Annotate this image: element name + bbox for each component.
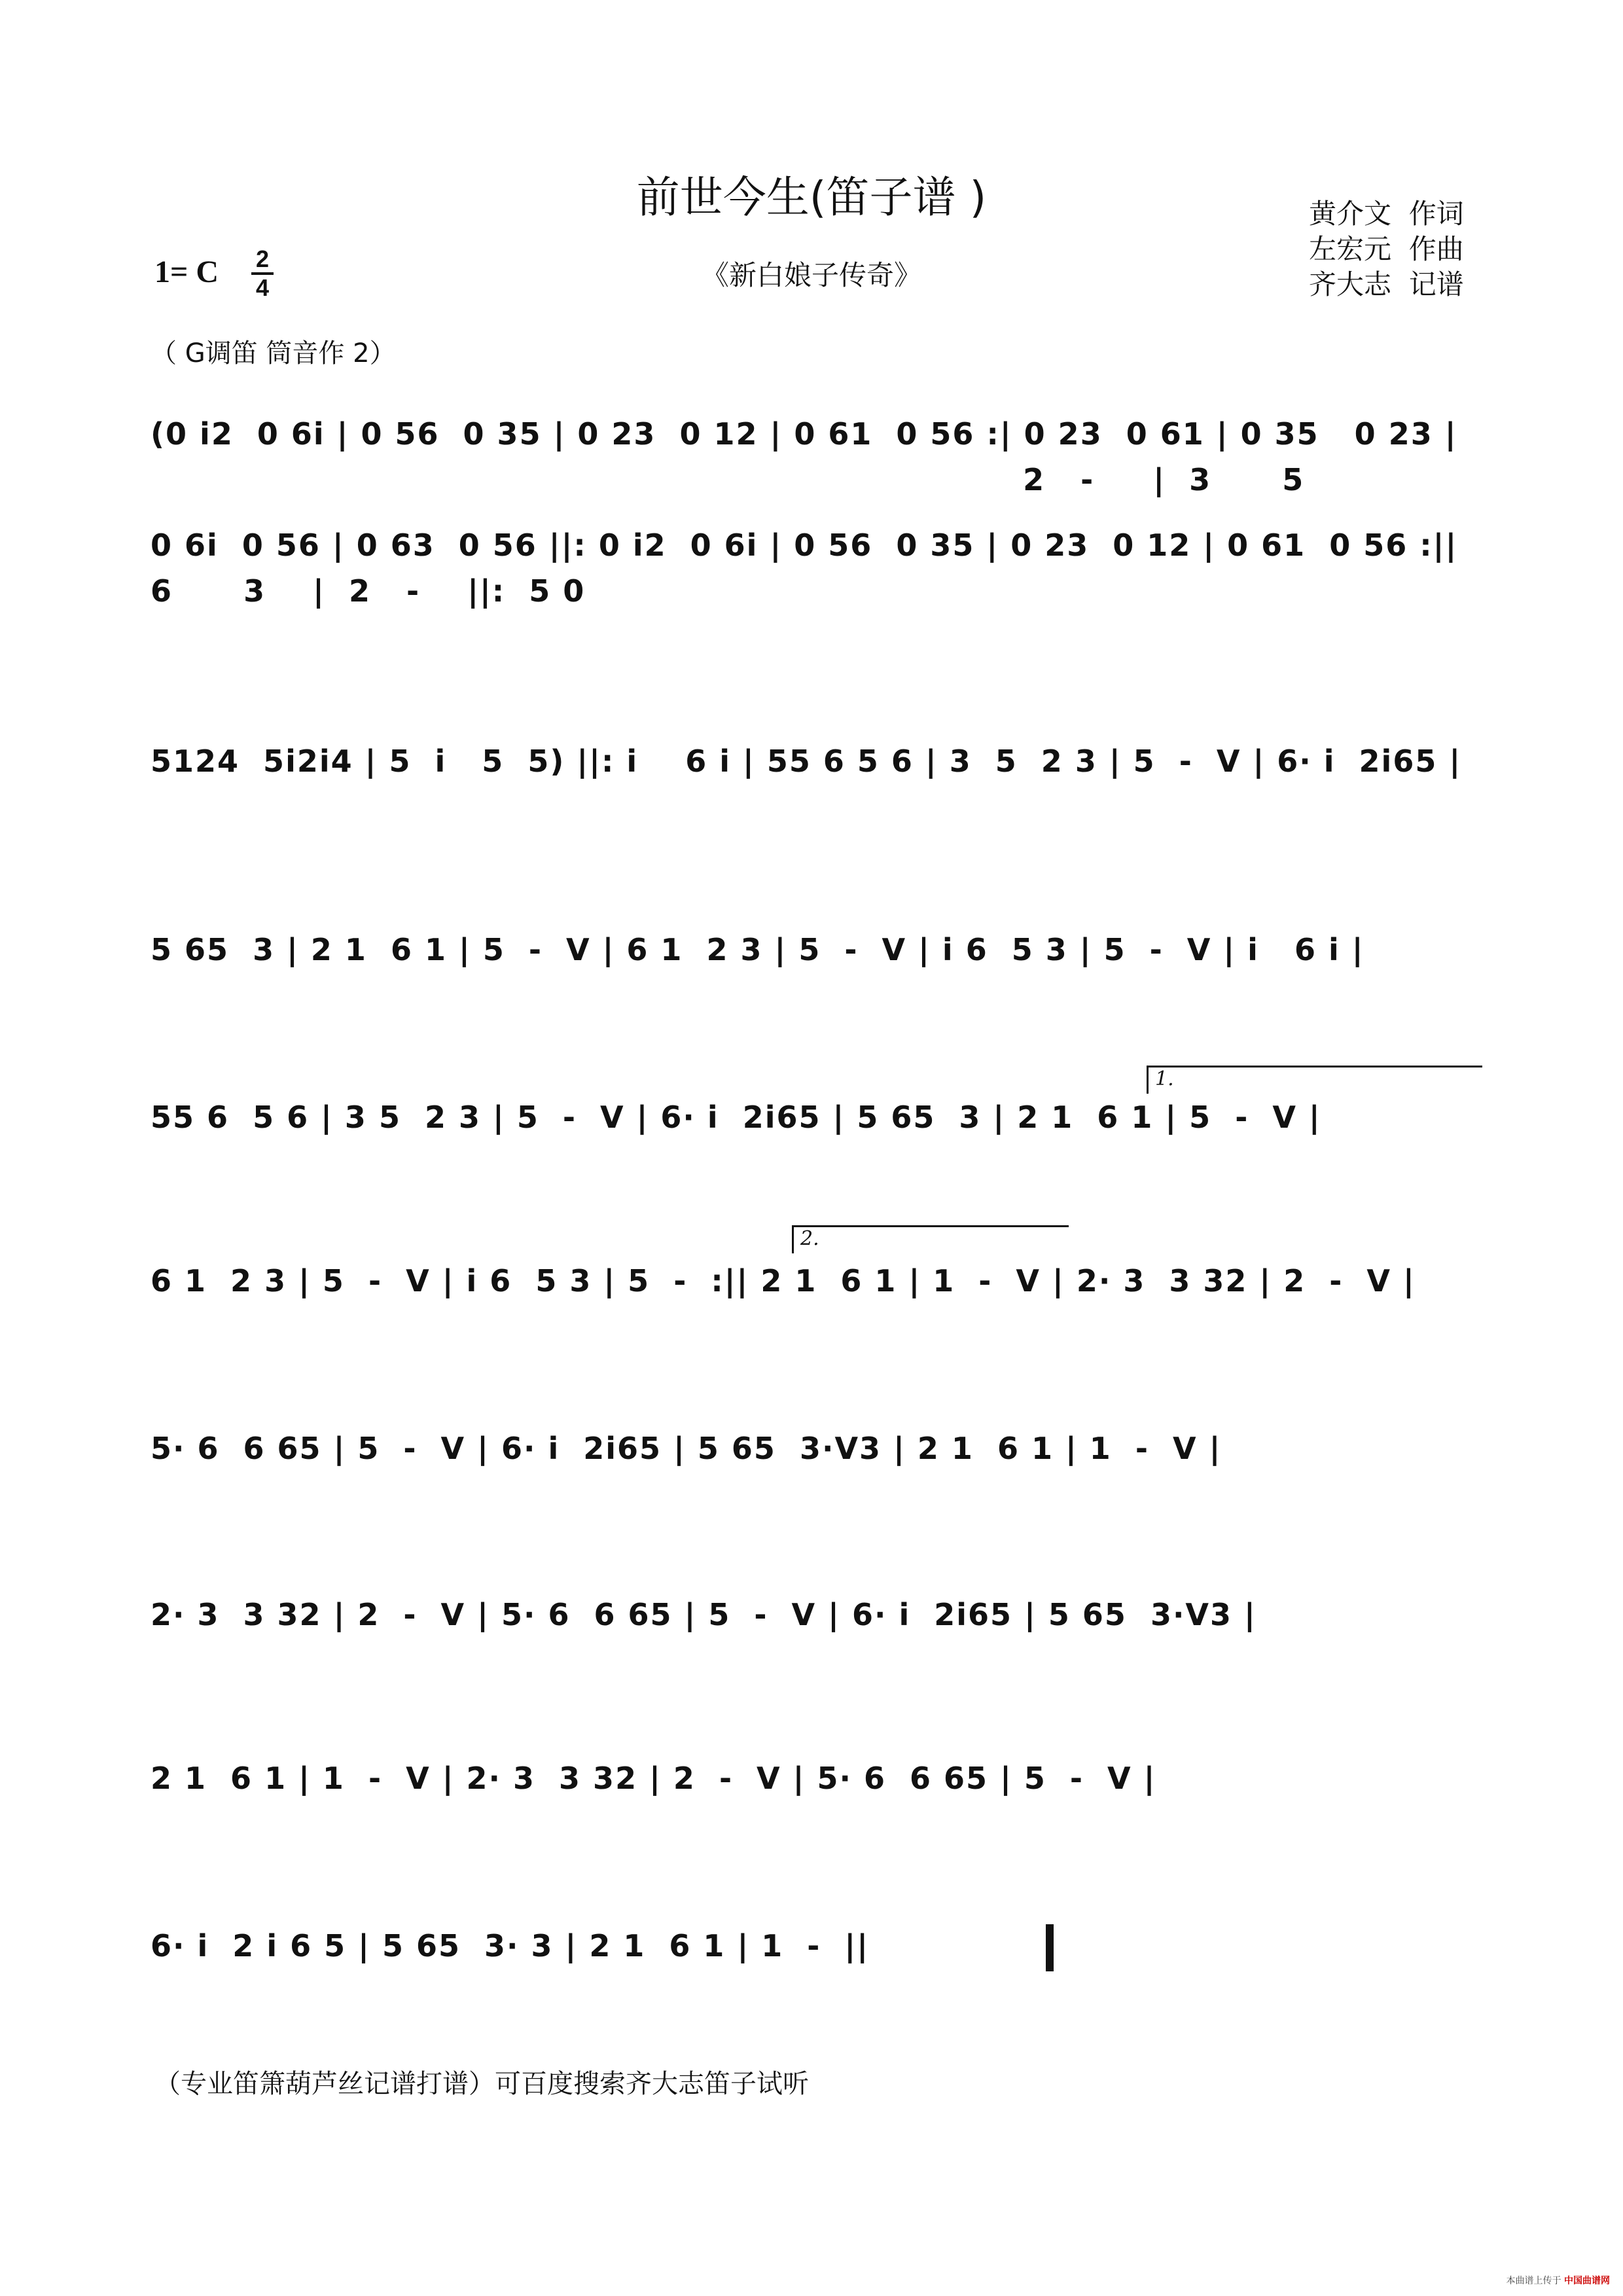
credit-lyricist: 黄介文 作词 [1309, 198, 1464, 230]
system-notes: 6 1 2 3 | 5 - V | i 6 5 3 | 5 - :|| 2 1 6 1 | 1 - V | 2· 3 3 32 | 2 - V | [151, 1263, 1416, 1299]
credits [1309, 196, 1464, 302]
system-lower-notes: 2 - | 3 5 [151, 462, 1305, 497]
page-title: 前世今生(笛子谱 ) [636, 172, 987, 223]
system-notes: 5· 6 6 65 | 5 - V | 6· i 2i65 | 5 65 3·V3 | 2 1 6 1 | 1 - V | [151, 1431, 1222, 1466]
system-notes: 2· 3 3 32 | 2 - V | 5· 6 6 65 | 5 - V | 6· i 2i65 | 5 65 3·V3 | [151, 1597, 1257, 1632]
system-notes: 55 6 5 6 | 3 5 2 3 | 5 - V | 6· i 2i65 | 5 65 3 | 2 1 6 1 | 5 - V | [151, 1100, 1321, 1135]
key-signature: 1= C [154, 255, 219, 289]
meter-bottom: 4 [255, 274, 270, 301]
system-notes: 2 1 6 1 | 1 - V | 2· 3 3 32 | 2 - V | 5· 6 6 65 | 5 - V | [151, 1761, 1156, 1796]
system-notes: 6· i 2 i 6 5 | 5 65 3· 3 | 2 1 6 1 | 1 - || [151, 1928, 870, 1964]
system-notes: 5124 5i2i4 | 5 i 5 5) ||: i 6 i | 55 6 5 6 | 3 5 2 3 | 5 - V | 6· i 2i65 | [151, 744, 1462, 779]
volta-first-ending: 1. [1147, 1066, 1482, 1094]
stamp-brand: 中国曲谱网 [1564, 2276, 1610, 2286]
subtitle: 《新白娘子传奇》 [701, 259, 921, 291]
volta-second-ending: 2. [792, 1225, 1069, 1253]
system-notes: (0 i2 0 6i | 0 56 0 35 | 0 23 0 12 | 0 61 0 56 :| 0 23 0 61 | 0 35 0 23 | [151, 416, 1457, 452]
stamp-prefix: 本曲谱上传于 [1506, 2276, 1561, 2286]
tuning-note: （ G调笛 筒音作 2） [151, 338, 396, 368]
footer-note: （专业笛箫葫芦丝记谱打谱）可百度搜索齐大志笛子试听 [154, 2069, 809, 2099]
site-stamp [1507, 2274, 1610, 2287]
final-barline [1046, 1924, 1054, 1971]
credit-composer: 左宏元 作曲 [1309, 233, 1464, 265]
system-notes: 0 6i 0 56 | 0 63 0 56 ||: 0 i2 0 6i | 0 56 0 35 | 0 23 0 12 | 0 61 0 56 :|| [151, 528, 1458, 563]
system-notes: 5 65 3 | 2 1 6 1 | 5 - V | 6 1 2 3 | 5 - V | i 6 5 3 | 5 - V | i 6 i | [151, 932, 1364, 967]
system-lower-notes: 6 3 | 2 - ||: 5 0 [151, 573, 586, 609]
meter-top: 2 [255, 245, 270, 272]
credit-transcriber: 齐大志 记谱 [1309, 268, 1464, 300]
time-signature [251, 247, 274, 300]
